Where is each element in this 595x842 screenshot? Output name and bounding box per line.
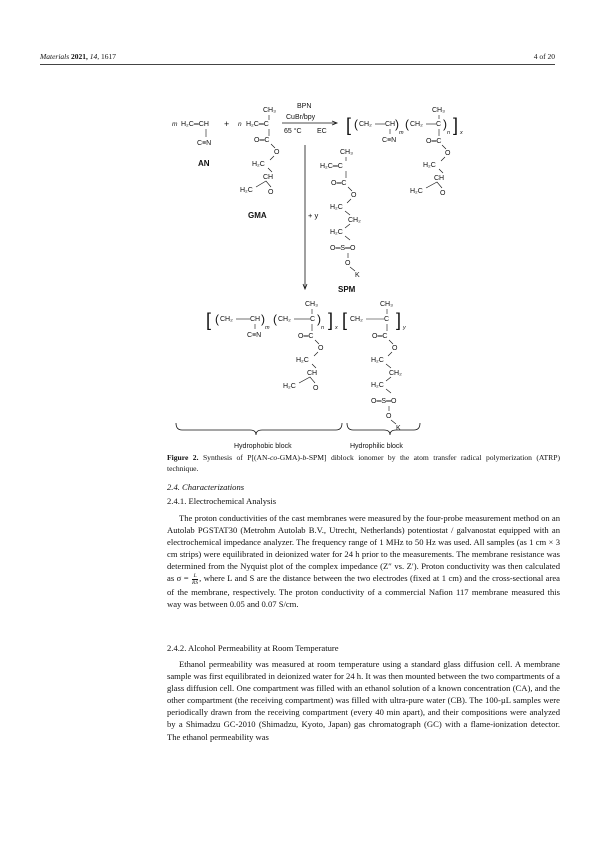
db-gma-bond-5 [312, 364, 316, 368]
spm-bond-4 [347, 199, 351, 203]
pp-epoxy-ch2: H₂C [410, 188, 423, 195]
section-heading-2-4-2: 2.4.2. Alcohol Permeability at Room Temperature [167, 643, 339, 653]
pp-ester-o: O [445, 150, 451, 157]
coef-m-an: m [172, 121, 178, 128]
plus-y: + y [308, 211, 319, 220]
journal-citation [40, 52, 116, 61]
reaction-temp: 65 °C [284, 128, 302, 135]
spm-sulfonate: O═S═O [330, 245, 356, 252]
db-spm-bond-5 [386, 364, 391, 368]
paren-right-4: ) [317, 312, 321, 326]
page-number: 4 of 20 [533, 52, 555, 61]
paren-right-1: ) [395, 117, 399, 131]
hydrophobic-block-label: Hydrophobic block [234, 443, 292, 450]
db-ch2-2: CH₂ [278, 316, 291, 323]
spm-bond-9 [350, 267, 355, 271]
spm-bond-7 [345, 236, 350, 240]
paren-left-3: ( [215, 312, 219, 326]
db-sub-x: x [335, 325, 338, 331]
db-sub-n: n [321, 325, 325, 331]
an-formula: H₂C═CH [181, 121, 209, 128]
db-c-2: C [384, 316, 390, 323]
figure-caption [167, 452, 560, 474]
db-spm-carbonyl: O═C [372, 333, 388, 340]
paren-left-1: ( [354, 117, 358, 131]
fraction-denominator: RS [192, 580, 199, 586]
spm-bond-6 [345, 224, 350, 228]
para-241-part-b: , where L and S are the distance between the two electrodes (fixed at 1 cm) and the cross-sectional area of the membrane, respectively. The proton conductivity of a commercial Nafion 117 membrane measured this way was between 0.05 and 0.07 S/cm. [167, 573, 560, 610]
label-spm: SPM [338, 285, 356, 294]
conductivity-fraction [192, 573, 198, 586]
gma-vinyl: H₂C═C [246, 121, 269, 128]
db-gma-epoxy-ring [299, 377, 315, 383]
db-gma-bond-4 [314, 352, 318, 356]
paragraph-alcohol-permeability: Ethanol permeability was measured at room temperature using a standard glass diffusion cell. A membrane sample was first equilibrated in deionized water for 24 h. It was then mounted between the two compartments of a glass diffusion cell. One compartment was filled with an ethanol solution of a known concentration (CA), and the other compartment (the receiving compartment) was filled with ultra-pure water (CB). The 100-µL samples were periodically drawn from the receiving compartment (every 40 min apart), and their compositions were analyzed by a Shimadzu GC-2010 (Shimadzu, Kyoto, Japan) gas chromatograph (GC) with a flame-ionization detector. The ethanol permeability was [167, 659, 560, 742]
db-c-1: C [310, 316, 316, 323]
gma-epoxy-ch2: H₂C [240, 187, 253, 194]
reagent-catalyst: CuBr/bpy [286, 114, 316, 121]
pp-epoxy-o: O [440, 190, 446, 197]
spm-ch2-1: H₂C [330, 204, 343, 211]
reagent-bpn: BPN [297, 103, 312, 110]
hydrophilic-brace [347, 423, 420, 435]
db-spm-bond-4 [388, 352, 392, 356]
caption-text-1: Synthesis of P[(AN- [202, 453, 271, 462]
paragraph-electrochemical [167, 512, 560, 610]
db-gma-bond-3 [315, 340, 319, 344]
gma-epoxy-ring [256, 181, 271, 187]
caption-b: b [302, 453, 307, 462]
article-number: 1617 [101, 52, 117, 61]
paren-right-2: ) [443, 117, 447, 131]
gma-epoxy-o: O [268, 189, 274, 196]
section-heading-2-4-1: 2.4.1. Electrochemical Analysis [167, 496, 277, 506]
spm-methyl: CH₃ [340, 149, 353, 156]
gma-bond-4 [270, 156, 274, 160]
hydrophobic-brace [176, 423, 342, 435]
fraction-numerator: L [193, 573, 197, 579]
bracket-right-bot-2: ] [396, 310, 402, 330]
pp-sub-x: x [460, 130, 463, 136]
paren-left-2: ( [405, 117, 409, 131]
label-gma: GMA [248, 211, 267, 220]
paren-left-4: ( [273, 312, 277, 326]
db-spm-o: O [386, 413, 392, 420]
db-spm-bond-3 [389, 340, 393, 344]
pp-bond-8 [439, 169, 443, 173]
db-ch2-1: CH₂ [220, 316, 233, 323]
gma-bond-3 [271, 144, 275, 148]
paren-right-3: ) [261, 312, 265, 326]
pp-sub-m: m [399, 130, 404, 136]
db-sub-m: m [265, 325, 270, 331]
pp-ch: CH [385, 121, 396, 128]
spm-ch2-2: CH₂ [348, 217, 361, 224]
caption-text-3: -SPM] diblock ionomer by the atom transfer radical polymerization (ATRP) technique. [167, 453, 560, 473]
spm-ch2-3: H₂C [330, 229, 343, 236]
spm-bond-5 [345, 211, 350, 215]
db-gma-ch2: H₂C [296, 357, 309, 364]
section-heading-2-4: 2.4. Characterizations [167, 482, 245, 492]
spm-bond-3 [348, 187, 352, 191]
bracket-left-bot-2: [ [342, 310, 348, 330]
db-gma-epoxy-ch2: H₂C [283, 383, 296, 390]
db-gma-epoxy-o: O [313, 385, 319, 392]
db-nitrile: C≡N [247, 332, 262, 339]
db-sub-y: y [403, 325, 406, 331]
pp-ch2-2: CH₂ [410, 121, 423, 128]
figure-label: Figure 2. [167, 453, 199, 462]
gma-bond-5 [268, 168, 272, 172]
db-spm-k: K [396, 425, 401, 432]
spm-k: K [355, 272, 360, 279]
db-gma-ester-o: O [318, 345, 324, 352]
bracket-right-bot-1: ] [328, 310, 334, 330]
pp-epoxy-ch: CH [434, 175, 445, 182]
pp-c: C [436, 121, 442, 128]
caption-text-2: -GMA)- [277, 453, 303, 462]
pp-nitrile: C≡N [382, 137, 397, 144]
db-gma-methyl: CH₃ [305, 301, 318, 308]
header-rule [40, 64, 555, 65]
para-241-part-a: The proton conductivities of the cast membranes were measured by the four-probe measurement method on an Autolab PGSTAT30 (Metrohm Autolab B.V., Utrecht, Netherlands) potentiostat / galvanostat equipped with an electrochemical impedance analyzer. The frequency range of 1 MHz to 50 Hz was used. All samples (as 1 cm × 3 cm strips) were equilibrated in deionized water for 24 h prior to the measurements. The membrane resistance was determined from the Nyquist plot of the complex impedance (Z″ vs. Z′). Proton conductivity was then calculated as σ = [167, 513, 560, 584]
db-gma-epoxy-ch: CH [307, 370, 318, 377]
pp-sub-n: n [447, 130, 451, 136]
reaction-solvent: EC [317, 128, 327, 135]
db-ch: CH [250, 316, 261, 323]
gma-methyl: CH₃ [263, 107, 276, 114]
db-ch2-3: CH₂ [350, 316, 363, 323]
db-spm-ch2-2: CH₂ [389, 370, 402, 377]
db-spm-bond-7 [386, 389, 391, 393]
gma-carbonyl: O═C [254, 137, 270, 144]
journal-year: 2021, [71, 52, 88, 61]
pp-ch2-1: CH₂ [359, 121, 372, 128]
label-an: AN [198, 159, 210, 168]
gma-ch2: H₂C [252, 161, 265, 168]
spm-ester-o: O [351, 192, 357, 199]
db-spm-bond-6 [386, 377, 391, 381]
bracket-right-top: ] [453, 115, 459, 135]
an-nitrile: C≡N [197, 140, 212, 147]
db-gma-carbonyl: O═C [298, 333, 314, 340]
gma-epoxy-ch: CH [263, 174, 274, 181]
journal-name: Materials [40, 52, 70, 61]
gma-ester-o: O [274, 149, 280, 156]
bracket-left-top: [ [346, 115, 352, 135]
pp-carbonyl: O═C [426, 138, 442, 145]
spm-o: O [345, 260, 351, 267]
journal-volume: 14, [89, 52, 100, 61]
db-spm-sulfonate: O═S═O [371, 398, 397, 405]
pp-bond-7 [441, 157, 445, 161]
plus-sign-1: + [224, 119, 230, 129]
pp-bond-6 [442, 145, 446, 149]
hydrophilic-block-label: Hydrophilic block [350, 443, 403, 450]
reaction-scheme [160, 90, 580, 450]
db-spm-bond-9 [391, 420, 396, 424]
spm-vinyl: H₂C═C [320, 163, 343, 170]
db-spm-ester-o: O [392, 345, 398, 352]
pp-epoxy-ring [426, 182, 442, 188]
coef-n-gma: n [238, 121, 242, 128]
pp-ch2-3: H₂C [423, 162, 436, 169]
db-spm-ch2-1: H₂C [371, 357, 384, 364]
pp-methyl: CH₃ [432, 107, 445, 114]
db-spm-ch2-3: H₂C [371, 382, 384, 389]
spm-carbonyl: O═C [331, 180, 347, 187]
bracket-left-bot: [ [206, 310, 212, 330]
caption-co: co [270, 453, 278, 462]
db-spm-methyl: CH₃ [380, 301, 393, 308]
